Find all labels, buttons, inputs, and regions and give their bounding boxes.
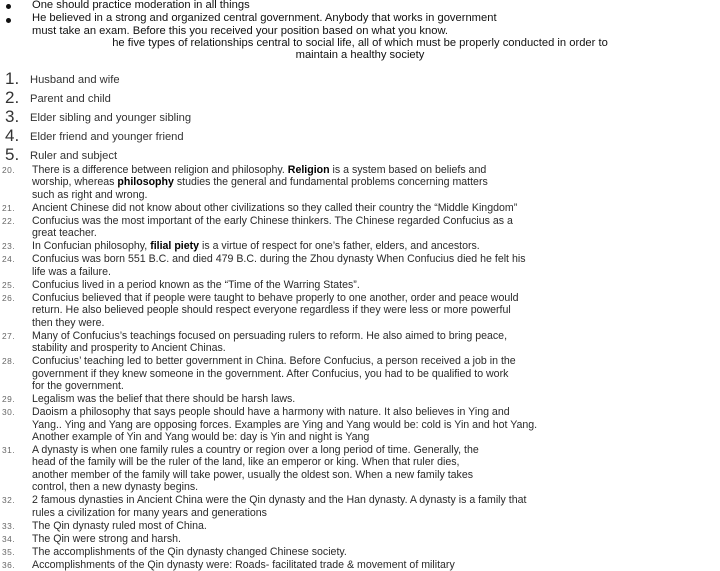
note-line <box>32 380 124 392</box>
note-line <box>32 393 295 405</box>
bullet-dot <box>6 4 11 9</box>
relationship-number: 3. <box>5 107 20 126</box>
note-line <box>32 533 181 545</box>
note-number: 36. <box>2 559 16 570</box>
note-text: Confucius’ teaching led to better government in China. Before Confucius, a person received a job in the <box>32 355 516 368</box>
note-text: great teacher. <box>32 227 97 240</box>
note-line <box>32 227 97 239</box>
note-line <box>32 304 511 316</box>
note-line <box>32 431 369 443</box>
note-line <box>32 368 508 380</box>
relationship-text: Elder sibling and younger sibling <box>30 112 192 124</box>
note-number: 21. <box>2 202 16 213</box>
note-key-term: Religion <box>287 164 330 176</box>
note-number: 31. <box>2 444 16 455</box>
note-text: then they were. <box>32 316 105 329</box>
note-line <box>32 164 486 176</box>
top-bullet-text-cont: must take an exam. Before this you received your position based on what you know. <box>32 25 449 37</box>
note-line <box>32 202 517 214</box>
note-number: 23. <box>2 241 16 252</box>
note-number: 26. <box>2 292 16 303</box>
note-line <box>32 520 207 532</box>
note-text: Confucius lived in a period known as the “Time of the Warring States”. <box>32 278 360 291</box>
note-number: 29. <box>2 394 16 405</box>
relationship-number: 5. <box>5 145 20 164</box>
note-key-term: philosophy <box>117 176 174 189</box>
note-text: life was a failure. <box>32 265 111 278</box>
top-bullet-text: He believed in a strong and organized central government. Anybody that works in government <box>32 12 497 24</box>
note-line <box>32 444 479 456</box>
note-text: Accomplishments of the Qin dynasty were: Roads- facilitated trade & movement of military <box>32 558 455 571</box>
note-line <box>32 342 226 354</box>
note-text: Many of Confucius’s teachings focused on persuading rulers to reform. He also aimed to bring peace, <box>32 329 508 342</box>
note-line <box>32 494 526 506</box>
note-text: There is a difference between religion and philosophy. <box>32 164 288 176</box>
note-line <box>32 355 516 367</box>
note-text: studies the general and fundamental problems concerning matters <box>173 176 488 189</box>
note-line <box>32 546 347 558</box>
note-text: return. He also believed people should respect everyone regardless if they were less or more powerful <box>32 304 511 317</box>
relationships-intro-cont: maintain a healthy society <box>295 49 425 61</box>
note-text: control, then a new dynasty begins. <box>32 481 199 494</box>
note-line <box>32 317 104 329</box>
note-text: another member of the family will take power, usually the oldest son. When a new family takes <box>32 468 474 481</box>
note-text: is a system based on beliefs and <box>329 164 487 176</box>
note-number: 35. <box>2 546 16 557</box>
note-number: 34. <box>2 533 16 544</box>
note-text: The Qin were strong and harsh. <box>32 532 181 545</box>
note-line <box>32 419 537 431</box>
relationship-text: Elder friend and younger friend <box>30 131 184 143</box>
note-line <box>32 189 147 201</box>
note-number: 33. <box>2 520 16 531</box>
note-text: stability and prosperity to Ancient Chinas. <box>32 342 226 355</box>
relationship-text: Ruler and subject <box>30 150 118 162</box>
note-line <box>32 406 510 418</box>
note-line <box>32 507 267 519</box>
note-number: 20. <box>2 165 16 175</box>
note-line <box>32 266 111 278</box>
note-line <box>32 456 460 468</box>
note-number: 27. <box>2 330 16 341</box>
relationship-number: 1. <box>5 69 20 88</box>
note-text: Ancient Chinese did not know about other civilizations so they called their country the “Middle Kingdom” <box>32 201 518 214</box>
relationship-number: 4. <box>5 126 20 145</box>
relationship-text: Husband and wife <box>30 74 120 86</box>
note-line <box>32 176 488 188</box>
note-number: 32. <box>2 495 16 506</box>
note-text: The Qin dynasty ruled most of China. <box>32 519 207 532</box>
note-line <box>32 240 480 252</box>
note-text: head of the family will be the ruler of the land, like an emperor or king. When that ruler dies, <box>32 456 460 469</box>
note-text: 2 famous dynasties in Ancient China were the Qin dynasty and the Han dynasty. A dynasty is a family that <box>32 494 527 507</box>
note-text: Another example of Yin and Yang would be: day is Yin and night is Yang <box>32 430 370 443</box>
bullet-dot <box>6 18 11 23</box>
relationships-intro: he five types of relationships central to social life, all of which must be properly conducted in order to <box>112 37 608 49</box>
note-text: Legalism was the belief that there should be harsh laws. <box>32 393 296 406</box>
note-text: for the government. <box>32 380 124 393</box>
note-line <box>32 481 198 493</box>
note-text: Confucius was the most important of the early Chinese thinkers. The Chinese regarded Confucius as a <box>32 214 513 227</box>
note-text: government if they knew someone in the government. After Confucius, you had to be qualified to work <box>32 367 509 380</box>
note-text: Confucius was born 551 B.C. and died 479 B.C. during the Zhou dynasty When Confucius died he felt his <box>32 253 526 266</box>
note-line <box>32 279 360 291</box>
note-line <box>32 559 455 571</box>
note-text: is a virtue of respect for one’s father, elders, and ancestors. <box>199 240 480 253</box>
note-text: worship, whereas <box>32 176 118 189</box>
relationship-number: 2. <box>5 88 20 107</box>
note-line <box>32 215 513 227</box>
note-number: 22. <box>2 215 16 226</box>
note-text: Confucius believed that if people were taught to behave properly to one another, order and peace would <box>32 291 519 304</box>
note-text: rules a civilization for many years and generations <box>32 506 267 519</box>
note-text: such as right and wrong. <box>32 188 148 201</box>
note-key-term: filial piety <box>150 240 200 253</box>
note-text: The accomplishments of the Qin dynasty changed Chinese society. <box>32 545 347 558</box>
note-number: 24. <box>2 254 16 265</box>
note-line <box>32 292 518 304</box>
note-text: A dynasty is when one family rules a country or region over a long period of time. Generally, the <box>32 443 479 456</box>
note-text: Daoism a philosophy that says people should have a harmony with nature. It also believes in Ying and <box>32 406 510 419</box>
note-number: 25. <box>2 279 16 290</box>
note-text: Yang.. Ying and Yang are opposing forces. Examples are Ying and Yang would be: cold is Yin and hot Yang. <box>32 418 538 431</box>
top-bullet-text: One should practice moderation in all things <box>32 0 250 11</box>
note-number: 30. <box>2 407 16 418</box>
note-line <box>32 469 473 481</box>
relationship-text: Parent and child <box>30 93 111 105</box>
note-text: In Confucian philosophy, <box>32 240 151 253</box>
note-number: 28. <box>2 356 16 367</box>
note-line <box>32 253 526 265</box>
note-line <box>32 330 507 342</box>
